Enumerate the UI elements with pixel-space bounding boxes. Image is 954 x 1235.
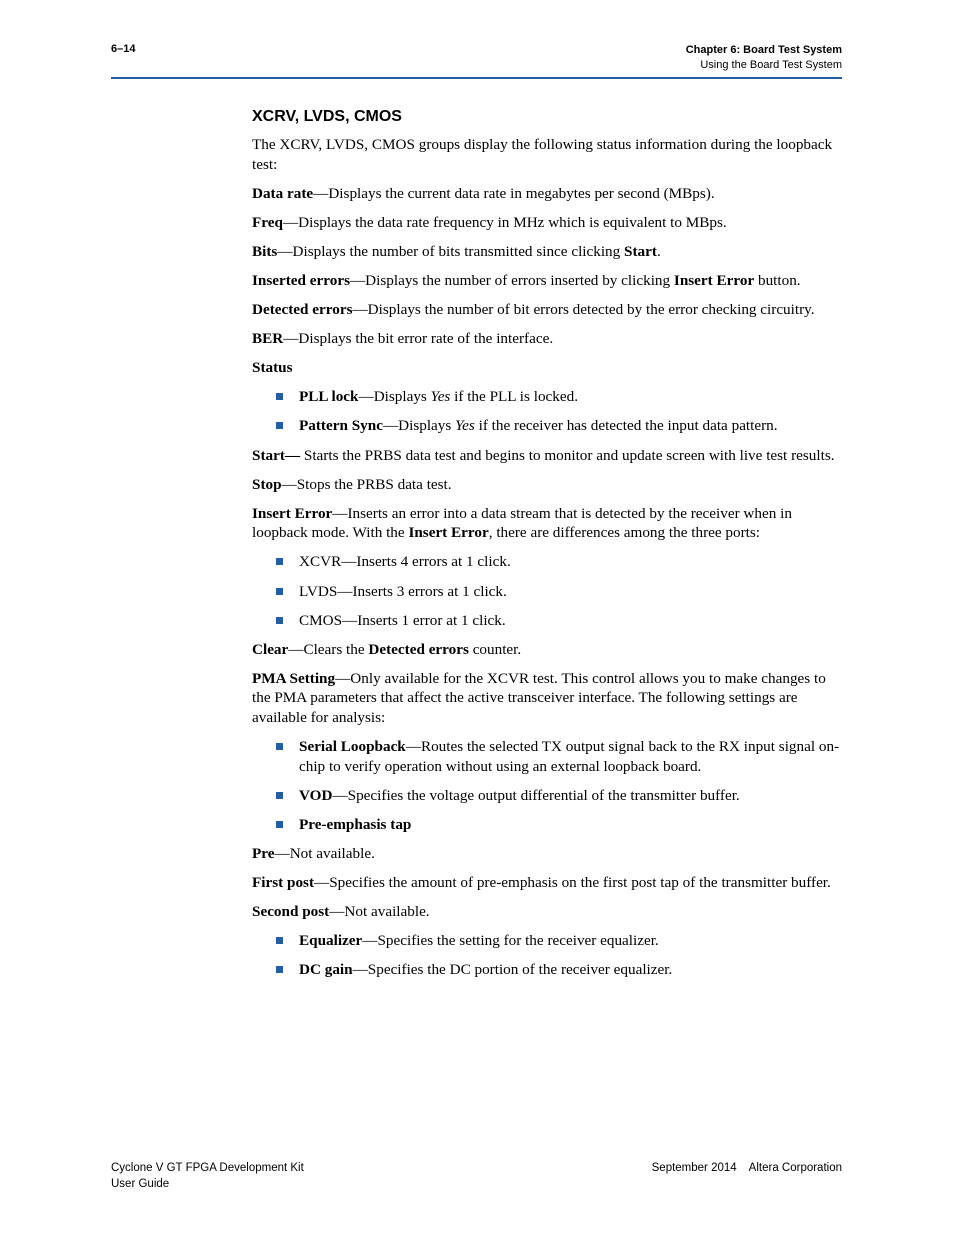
list-item: CMOS—Inserts 1 error at 1 click. [299,611,844,631]
pma-list-continued [252,931,844,980]
pma-setting-item: PMA Setting—Only available for the XCVR test. This control allows you to make changes to the PMA parameters that affect the active transceiver interface. The following settings are available for analysis: [252,669,826,726]
guide-name: User Guide [111,1178,170,1190]
status-list [252,387,844,436]
list-item: PLL lock—Displays Yes if the PLL is locked. [299,387,844,407]
header-rule [111,77,842,79]
list-item: LVDS—Inserts 3 errors at 1 click. [299,582,844,602]
footer-right [652,1160,842,1176]
chapter-title: Chapter 6: Board Test System [685,44,842,56]
publish-date: September 2014 [651,1162,737,1174]
list-item: DC gain—Specifies the DC portion of the receiver equalizer. [299,960,844,980]
list-item: Pre-emphasis tap [299,815,844,835]
running-header [686,43,842,73]
clear-item: Clear—Clears the Detected errors counter. [252,640,522,658]
list-item: VOD—Specifies the voltage output differential of the transmitter buffer. [299,786,844,806]
stop-item: Stop—Stops the PRBS data test. [252,475,452,493]
ports-list [252,552,844,630]
insert-error-item: Insert Error—Inserts an error into a data stream that is detected by the receiver when in loopback mode. With the Insert Error, there are differences among the three ports: [252,504,792,542]
first-post-subitem: First post—Specifies the amount of pre-emphasis on the first post tap of the transmitter buffer. [252,874,831,892]
data-rate-item: Data rate—Displays the current data rate in megabytes per second (MBps). [252,184,715,202]
company-name: Altera Corporation [748,1162,842,1174]
section-title: Using the Board Test System [700,59,842,71]
list-item: Serial Loopback—Routes the selected TX output signal back to the RX input signal on-chip to verify operation without using an external loopback board. [299,737,844,776]
pre-subitem: Pre—Not available. [252,844,375,862]
list-item: Pattern Sync—Displays Yes if the receiver has detected the input data pattern. [299,416,844,436]
main-content [252,106,844,989]
footer-left [111,1160,304,1192]
detected-errors-item: Detected errors—Displays the number of bit errors detected by the error checking circuitry. [252,301,815,319]
list-item: Equalizer—Specifies the setting for the receiver equalizer. [299,931,844,951]
list-item: XCVR—Inserts 4 errors at 1 click. [299,552,844,572]
start-item: Start— Starts the PRBS data test and begins to monitor and update screen with live test results. [252,446,835,464]
bits-item: Bits—Displays the number of bits transmitted since clicking Start. [252,242,661,260]
ber-item: BER—Displays the bit error rate of the interface. [252,330,554,348]
page-number: 6–14 [111,43,136,55]
intro-paragraph: The XCRV, LVDS, CMOS groups display the following status information during the loopback test: [252,136,833,173]
inserted-errors-item: Inserted errors—Displays the number of errors inserted by clicking Insert Error button. [252,271,801,289]
section-heading: XCRV, LVDS, CMOS [252,108,402,125]
second-post-subitem: Second post—Not available. [252,903,430,921]
freq-item: Freq—Displays the data rate frequency in MHz which is equivalent to MBps. [252,213,727,231]
kit-name: Cyclone V GT FPGA Development Kit [111,1162,304,1174]
status-item: Status [252,359,293,377]
pma-list [252,737,844,834]
